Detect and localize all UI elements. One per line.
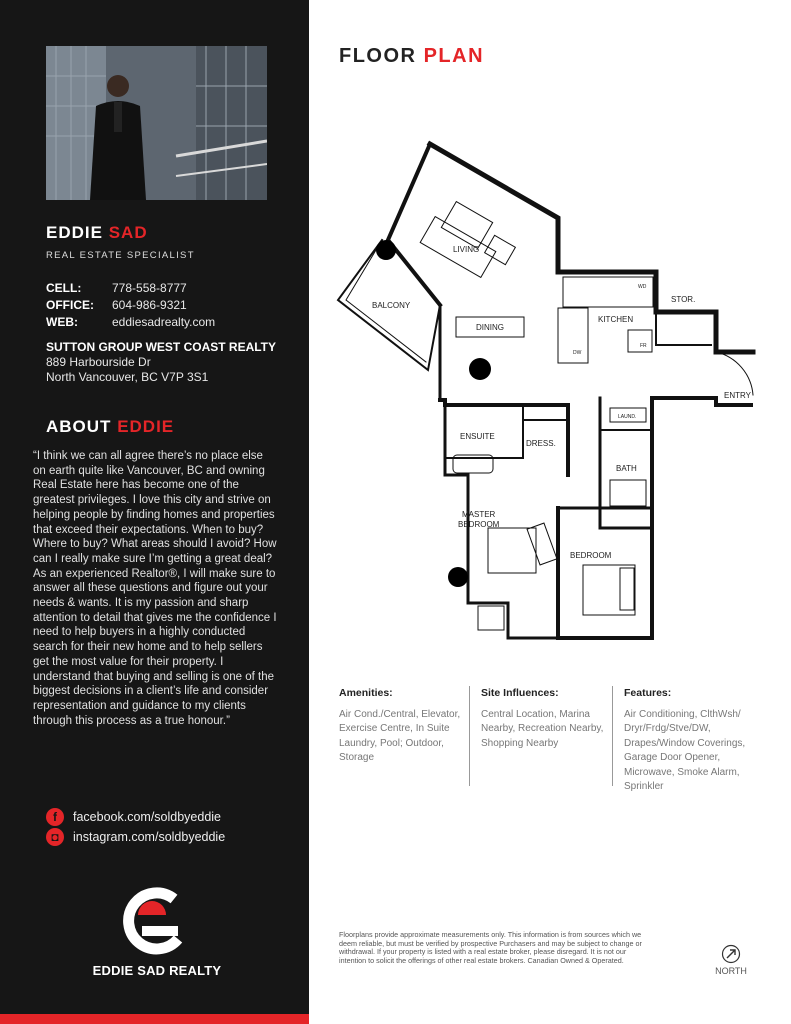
sidebar-accent-bar: [0, 1014, 309, 1024]
floor-plan: [328, 140, 768, 660]
amenities-line: Storage: [339, 752, 375, 763]
label-entry: ENTRY: [724, 391, 751, 400]
about-quote: “I think we can all agree there’s no place else on earth quite like Vancouver, BC and owning Real Estate here has become one of the greatest privileges. I love this city and strive on helping people by finding homes and properties that exceed their expectations. When to buy? Where to buy? What areas should I avoid? How can I really make sure I’m getting a great deal? As an experienced Realtor®, I will make sure to answer all these questions and figure out your needs & wants. It is my passion and sharp attention to detail that gives me the confidence I need to help buyers in a highly conducted search for their new home and to help sellers get the most value for their property. I understand that buying and selling is one of the biggest decisions in a client’s life and consider representation and guidance to my clients through this process as a true honour.”: [33, 450, 277, 727]
amenities-heading: Amenities:: [339, 687, 393, 699]
amenities-line: Laundry, Pool; Outdoor,: [339, 737, 444, 749]
contact-label: OFFICE:: [46, 298, 94, 312]
instagram-link[interactable]: instagram.com/soldbyeddie: [73, 830, 226, 844]
company-block: [46, 340, 276, 385]
features-column: [624, 686, 764, 795]
title-plan: PLAN: [423, 45, 485, 67]
north-label: NORTH: [715, 966, 747, 976]
amenities-column: [339, 686, 467, 766]
address-line-2: North Vancouver, BC V7P 3S1: [46, 370, 209, 384]
cell-phone[interactable]: 778-558-8777: [112, 281, 187, 295]
column-divider: [612, 686, 613, 786]
agent-name: [46, 223, 148, 243]
label-laund: LAUND.: [618, 414, 637, 420]
agent-photo: [46, 46, 267, 200]
facebook-icon: f: [46, 808, 64, 826]
disclaimer: Floorplans provide approximate measurements only. This information is from sources which we deem reliable, but must be verified by prospective Purchasers and may be subject to change or withdrawal. If your property is listed with a real estate broker, please disregard. It is not our intention to solicit the offerings of other real estate brokers. Canadian Owned & Operated.: [339, 930, 642, 965]
brand-logo: [82, 887, 232, 987]
social-instagram[interactable]: [46, 828, 225, 846]
site-heading: Site Influences:: [481, 687, 559, 699]
agent-last-name: SAD: [108, 223, 148, 242]
label-master-1: MASTER: [462, 510, 496, 519]
company-name: SUTTON GROUP WEST COAST REALTY: [46, 340, 277, 354]
contact-label: CELL:: [46, 281, 82, 295]
label-dw: DW: [573, 350, 582, 356]
label-stor: STOR.: [671, 295, 696, 304]
logo-text: EDDIE SAD REALTY: [92, 963, 222, 978]
contact-list: [46, 280, 215, 331]
amenities-line: Exercise Centre, In Suite: [339, 723, 450, 734]
features-line: Drapes/Window Coverings,: [624, 737, 746, 749]
label-ensuite: ENSUITE: [460, 432, 495, 441]
facebook-link[interactable]: facebook.com/soldbyeddie: [73, 810, 222, 824]
features-line: Garage Door Opener,: [624, 752, 721, 763]
sidebar: [0, 0, 309, 1024]
label-fr: FR: [640, 343, 647, 349]
label-dining: DINING: [476, 323, 504, 332]
label-bedroom: BEDROOM: [570, 551, 612, 560]
logo-mark-icon: [82, 887, 232, 963]
north-indicator: [711, 944, 751, 976]
site-influences-column: [481, 686, 609, 751]
label-living: LIVING: [453, 245, 480, 254]
label-bath: BATH: [616, 464, 637, 473]
instagram-icon: ◘: [46, 828, 64, 846]
about-heading: [46, 417, 174, 437]
site-line: Shopping Nearby: [481, 737, 559, 749]
features-line: Microwave, Smoke Alarm,: [624, 766, 740, 778]
social-facebook[interactable]: [46, 808, 221, 826]
contact-label: WEB:: [46, 315, 78, 329]
contact-office: [46, 297, 215, 314]
label-kitchen: KITCHEN: [598, 315, 634, 324]
column-divider: [469, 686, 470, 786]
page-title: [339, 45, 484, 68]
contact-web: [46, 314, 215, 331]
amenities-line: Air Cond./Central, Elevator,: [339, 708, 461, 720]
website-link[interactable]: eddiesadrealty.com: [112, 315, 216, 329]
features-line: Dryr/Frdg/Stve/DW,: [624, 723, 711, 734]
features-line: Sprinkler: [624, 781, 664, 792]
office-phone[interactable]: 604-986-9321: [112, 298, 187, 312]
site-line: Nearby, Recreation Nearby,: [481, 723, 604, 734]
title-floor: FLOOR: [339, 45, 417, 67]
address-line-1: 889 Harbourside Dr: [46, 355, 151, 369]
north-arrow-icon: [721, 944, 741, 964]
label-wd: WD: [638, 284, 647, 290]
features-heading: Features:: [624, 687, 672, 699]
contact-cell: [46, 280, 215, 297]
agent-first-name: EDDIE: [46, 223, 103, 242]
about-heading-b: EDDIE: [117, 417, 175, 436]
agent-title: REAL ESTATE SPECIALIST: [46, 250, 195, 261]
label-dress: DRESS.: [526, 439, 556, 448]
label-balcony: BALCONY: [372, 301, 411, 310]
about-heading-a: ABOUT: [46, 417, 112, 436]
features-line: Air Conditioning, ClthWsh/: [624, 708, 741, 720]
site-line: Central Location, Marina: [481, 708, 590, 720]
label-master-2: BEDROOM: [458, 520, 500, 529]
